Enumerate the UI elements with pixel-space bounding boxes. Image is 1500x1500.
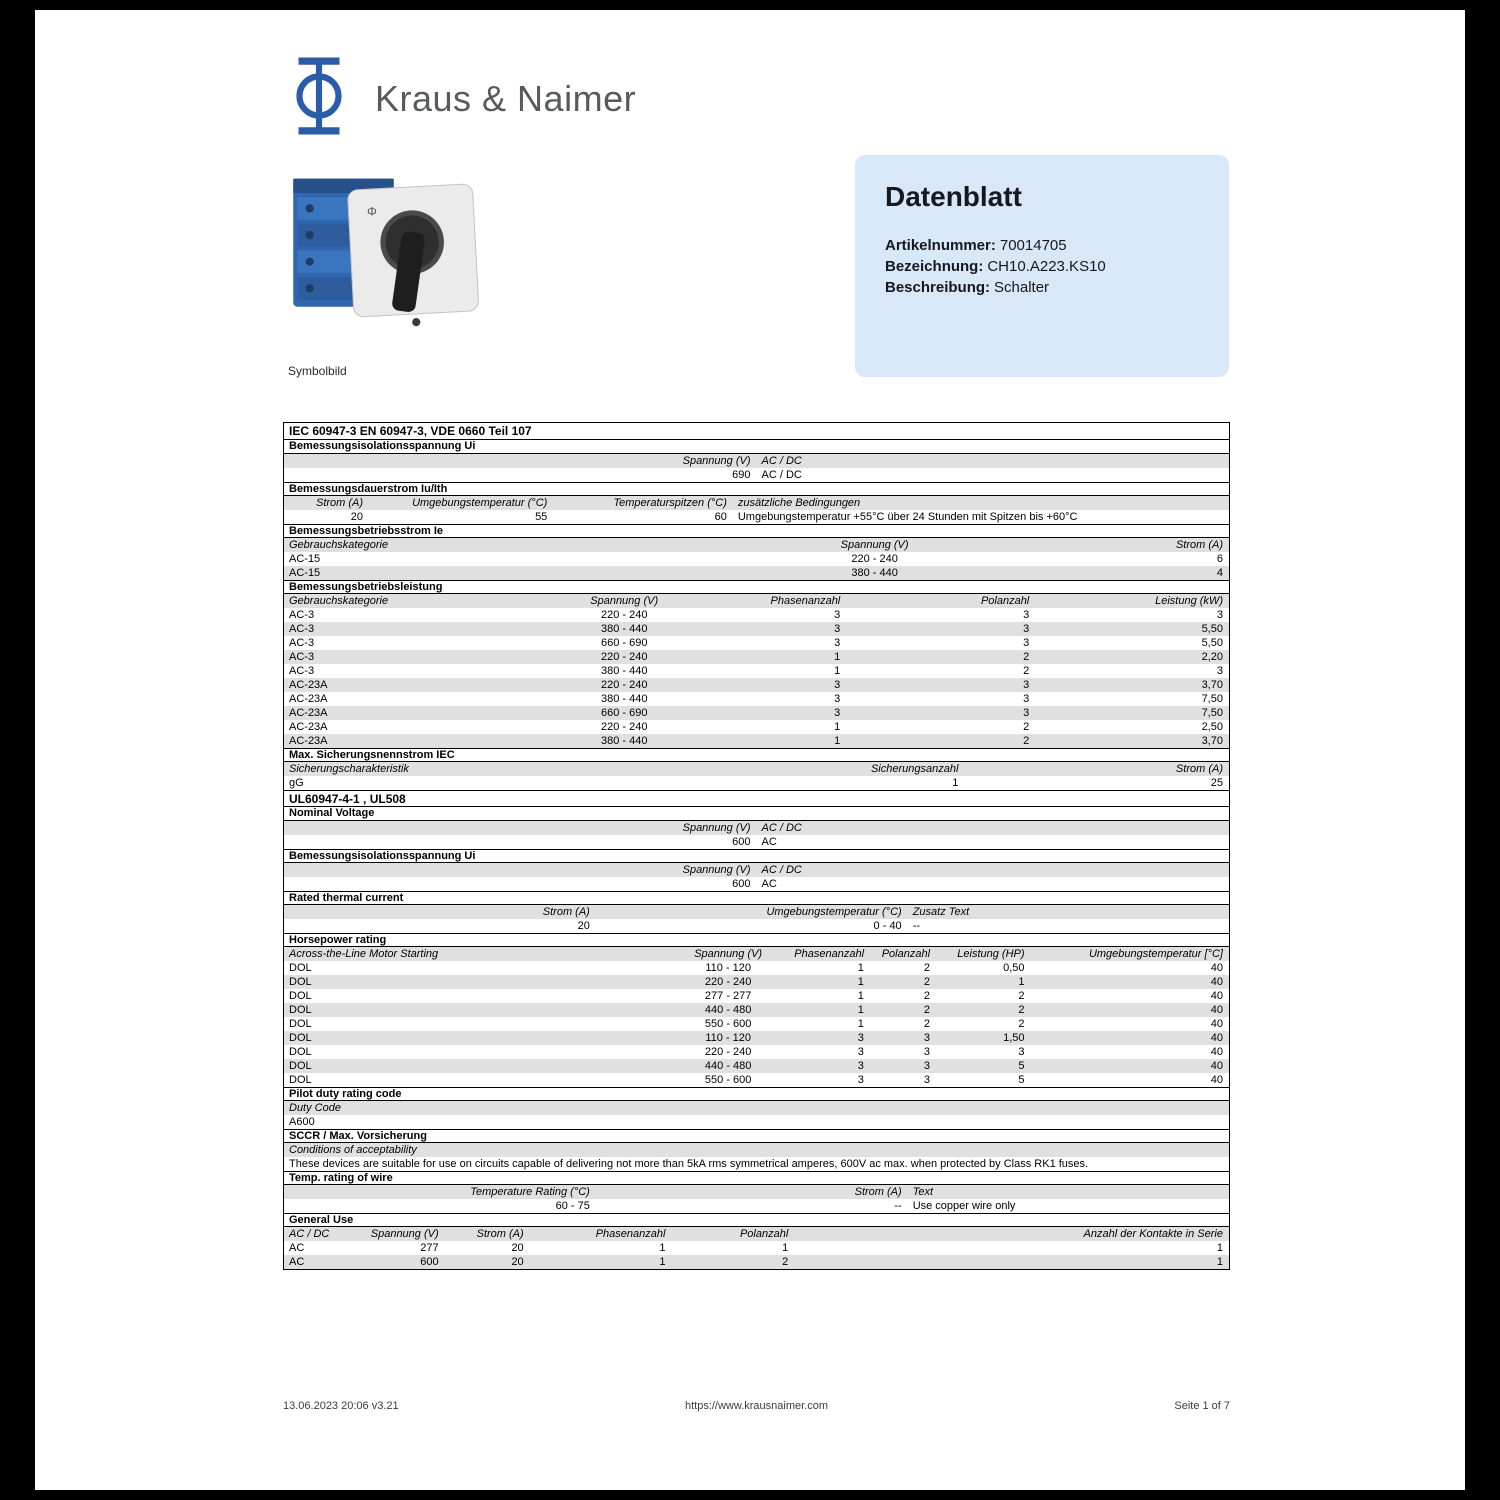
table-cell: 6 xyxy=(1216,553,1223,565)
table-cell: 220 - 240 xyxy=(600,609,648,621)
table-cell: 5 xyxy=(1018,1074,1025,1086)
table-cell: 220 - 240 xyxy=(851,553,898,565)
table-cell: AC-3 xyxy=(289,609,315,621)
table-row xyxy=(284,1059,1229,1073)
spec-table xyxy=(283,422,1230,1270)
column-header: Umgebungstemperatur [°C] xyxy=(1088,948,1223,960)
table-cell: 110 - 120 xyxy=(705,962,751,974)
table-cell: 3 xyxy=(834,707,841,719)
table-header-row xyxy=(284,1185,1229,1199)
table-cell: 1 xyxy=(857,1004,864,1016)
table-cell: 3 xyxy=(834,679,841,691)
symbolbild-caption: Symbolbild xyxy=(288,364,347,378)
table-header-row xyxy=(284,821,1229,835)
table-cell: 2 xyxy=(1018,1004,1025,1016)
table-cell: 60 - 75 xyxy=(555,1200,590,1212)
table-body xyxy=(284,776,1229,790)
table-header-row xyxy=(284,905,1229,919)
table-cell: 20 xyxy=(577,920,590,932)
table-cell: These devices are suitable for use on circuits capable of delivering not more than 5kA rms symmetrical amperes, 600V ac max. when protected by Class RK1 fuses. xyxy=(289,1158,1089,1170)
column-header: Gebrauchskategorie xyxy=(289,595,389,607)
table-cell: 380 - 440 xyxy=(600,693,648,705)
table-cell: 1 xyxy=(1018,976,1025,988)
section-max-sicherungsnennstrom: Max. Sicherungsnennstrom IEC xyxy=(284,748,1229,762)
table-cell: 3 xyxy=(923,1046,931,1058)
table-cell: DOL xyxy=(289,1032,312,1044)
section-general-use: General Use xyxy=(284,1213,1229,1227)
table-cell: 1 xyxy=(834,735,841,747)
table-cell: 220 - 240 xyxy=(704,1046,752,1058)
table-cell: 25 xyxy=(1210,777,1223,789)
table-row xyxy=(284,835,1229,849)
column-header: Temperature Rating (°C) xyxy=(470,1186,590,1198)
table-body xyxy=(284,552,1229,580)
table-cell: 600 xyxy=(732,836,751,848)
column-header: Sicherungscharakteristik xyxy=(289,763,409,775)
table-cell: 40 xyxy=(1210,1018,1223,1030)
column-header: Phasenanzahl xyxy=(595,1228,666,1240)
designation-value: CH10.A223.KS10 xyxy=(987,258,1106,275)
table-cell: 3,70 xyxy=(1201,679,1223,691)
article-number-label: Artikelnummer: xyxy=(885,237,996,254)
table-header-row xyxy=(284,496,1229,510)
iec-standard-title: IEC 60947-3 EN 60947-3, VDE 0660 Teil 107 xyxy=(284,423,1229,440)
table-cell: 3 xyxy=(834,609,841,621)
table-cell: 380 - 440 xyxy=(600,623,648,635)
table-cell: 2 xyxy=(923,990,931,1002)
table-cell: 7,50 xyxy=(1201,693,1223,705)
column-header: Strom (A) xyxy=(315,497,364,509)
table-cell: 3 xyxy=(1216,609,1223,621)
table-cell: 3 xyxy=(834,693,841,705)
table-cell: 690 xyxy=(732,469,751,481)
table-row xyxy=(284,692,1229,706)
table-cell: AC-23A xyxy=(289,721,328,733)
table-cell: AC / DC xyxy=(761,469,802,481)
table-row xyxy=(284,706,1229,720)
section-ul-isolationsspannung: Bemessungsisolationsspannung Ui xyxy=(284,849,1229,863)
table-header-row xyxy=(284,863,1229,877)
table-header-row xyxy=(284,947,1229,961)
table-cell: 40 xyxy=(1210,1032,1223,1044)
column-header: Umgebungstemperatur (°C) xyxy=(412,497,548,509)
column-header: Phasenanzahl xyxy=(794,948,865,960)
table-header-row xyxy=(284,1227,1229,1241)
product-image xyxy=(283,160,488,350)
section-horsepower-rating: Horsepower rating xyxy=(284,933,1229,947)
column-header: Leistung (kW) xyxy=(1155,595,1223,607)
table-cell: 40 xyxy=(1210,962,1223,974)
table-cell: AC-23A xyxy=(289,679,328,691)
table-cell: 1 xyxy=(834,651,841,663)
table-row xyxy=(284,650,1229,664)
column-header: Strom (A) xyxy=(1175,539,1223,551)
table-cell: 0 - 40 xyxy=(873,920,902,932)
table-row xyxy=(284,1031,1229,1045)
table-cell: 2 xyxy=(1023,721,1030,733)
table-cell: 220 - 240 xyxy=(600,721,648,733)
table-header-row xyxy=(284,762,1229,776)
column-header: Spannung (V) xyxy=(682,864,751,876)
column-header: AC / DC xyxy=(761,864,802,876)
datasheet-page xyxy=(35,10,1465,1490)
table-cell: 3 xyxy=(1023,609,1030,621)
section-sccr: SCCR / Max. Vorsicherung xyxy=(284,1129,1229,1143)
table-cell: -- xyxy=(894,1200,902,1212)
table-cell: gG xyxy=(289,777,304,789)
table-cell: 2 xyxy=(782,1256,789,1268)
table-cell: 600 xyxy=(732,878,751,890)
table-cell: 2 xyxy=(1023,665,1030,677)
section-bemessungsdauerstrom: Bemessungsdauerstrom Iu/Ith xyxy=(284,482,1229,496)
kraus-naimer-logo-icon xyxy=(283,56,355,141)
table-cell: AC-3 xyxy=(289,651,315,663)
column-header: Spannung (V) xyxy=(370,1228,439,1240)
table-row xyxy=(284,1073,1229,1087)
table-cell: 2 xyxy=(923,962,931,974)
table-cell: AC-3 xyxy=(289,665,315,677)
designation-field xyxy=(885,256,1199,277)
section-bemessungsisolationsspannung: Bemessungsisolationsspannung Ui xyxy=(284,440,1229,454)
table-row xyxy=(284,720,1229,734)
column-header: Anzahl der Kontakte in Serie xyxy=(1083,1228,1223,1240)
table-header-row xyxy=(284,1143,1229,1157)
table-cell: 220 - 240 xyxy=(600,651,648,663)
table-row xyxy=(284,1115,1229,1129)
table-cell: 0,50 xyxy=(1003,962,1025,974)
column-header: Strom (A) xyxy=(854,1186,902,1198)
table-cell: 3 xyxy=(1018,1046,1025,1058)
table-cell: 3 xyxy=(923,1074,931,1086)
table-cell: 380 - 440 xyxy=(600,735,648,747)
table-body xyxy=(284,1241,1229,1269)
svg-text:Φ: Φ xyxy=(367,204,377,219)
infobox-title: Datenblatt xyxy=(885,181,1022,212)
table-cell: 55 xyxy=(535,511,548,523)
table-cell: 660 - 690 xyxy=(600,707,648,719)
table-cell: 3 xyxy=(923,1060,931,1072)
table-cell: 440 - 480 xyxy=(704,1004,752,1016)
table-cell: DOL xyxy=(289,1060,312,1072)
table-cell: 3 xyxy=(857,1032,864,1044)
table-cell: 277 xyxy=(420,1242,439,1254)
table-cell: 20 xyxy=(511,1256,524,1268)
table-row xyxy=(284,919,1229,933)
table-cell: 40 xyxy=(1210,976,1223,988)
section-nominal-voltage: Nominal Voltage xyxy=(284,807,1229,821)
table-row xyxy=(284,566,1229,580)
table-header-row xyxy=(284,594,1229,608)
page-footer xyxy=(283,1400,1230,1412)
column-header: Zusatz Text xyxy=(912,906,970,918)
table-cell: 1 xyxy=(952,777,959,789)
column-header: AC / DC xyxy=(289,1228,330,1240)
column-header: Conditions of acceptability xyxy=(289,1144,417,1156)
table-cell: 1 xyxy=(857,990,864,1002)
table-cell: 40 xyxy=(1210,1046,1223,1058)
table-cell: 3 xyxy=(1023,679,1030,691)
column-header: Strom (A) xyxy=(476,1228,524,1240)
table-cell: 2 xyxy=(923,1004,931,1016)
section-bemessungsbetriebsleistung: Bemessungsbetriebsleistung xyxy=(284,580,1229,594)
table-cell: 3 xyxy=(857,1060,864,1072)
table-cell: 1 xyxy=(1216,1242,1223,1254)
table-cell: 600 xyxy=(420,1256,439,1268)
table-cell: AC xyxy=(289,1242,305,1254)
table-cell: 5,50 xyxy=(1201,623,1223,635)
table-body xyxy=(284,961,1229,1087)
table-cell: 40 xyxy=(1210,990,1223,1002)
table-row xyxy=(284,664,1229,678)
column-header: Polanzahl xyxy=(980,595,1030,607)
table-cell: 3 xyxy=(1023,623,1030,635)
table-row xyxy=(284,1255,1229,1269)
table-row xyxy=(284,636,1229,650)
table-cell: 220 - 240 xyxy=(600,679,648,691)
footer-url[interactable]: https://www.krausnaimer.com xyxy=(684,1400,829,1412)
table-cell: DOL xyxy=(289,976,312,988)
table-row xyxy=(284,552,1229,566)
column-header: Duty Code xyxy=(289,1102,341,1114)
table-cell: DOL xyxy=(289,1046,312,1058)
column-header: Polanzahl xyxy=(881,948,931,960)
table-cell: 4 xyxy=(1216,567,1223,579)
table-cell: DOL xyxy=(289,962,312,974)
table-cell: Umgebungstemperatur +55°C über 24 Stunden mit Spitzen bis +60°C xyxy=(737,511,1078,523)
table-row xyxy=(284,1241,1229,1255)
column-header: Spannung (V) xyxy=(590,595,659,607)
table-cell: 660 - 690 xyxy=(600,637,648,649)
column-header: Polanzahl xyxy=(739,1228,789,1240)
table-cell: 220 - 240 xyxy=(704,976,752,988)
table-cell: Use copper wire only xyxy=(912,1200,1016,1212)
table-cell: 2,20 xyxy=(1201,651,1223,663)
table-cell: A600 xyxy=(289,1116,315,1128)
column-header: AC / DC xyxy=(761,822,802,834)
table-cell: AC xyxy=(761,878,777,890)
table-row xyxy=(284,678,1229,692)
column-header: Spannung (V) xyxy=(694,948,763,960)
column-header: AC / DC xyxy=(761,455,802,467)
table-cell: AC-15 xyxy=(289,567,321,579)
table-cell: 2 xyxy=(1023,735,1030,747)
table-cell: 2 xyxy=(1018,1018,1025,1030)
table-header-row xyxy=(284,538,1229,552)
section-temp-rating-of-wire: Temp. rating of wire xyxy=(284,1171,1229,1185)
table-cell: 20 xyxy=(350,511,364,523)
section-bemessungsbetriebsstrom: Bemessungsbetriebsstrom Ie xyxy=(284,524,1229,538)
table-body xyxy=(284,608,1229,748)
table-cell: AC-3 xyxy=(289,637,315,649)
table-cell: AC xyxy=(761,836,777,848)
table-cell: 20 xyxy=(511,1242,524,1254)
table-cell: 550 - 600 xyxy=(704,1074,752,1086)
table-cell: 380 - 440 xyxy=(851,567,898,579)
footer-page-number: Seite 1 of 7 xyxy=(1174,1400,1231,1412)
table-cell: 1 xyxy=(659,1256,666,1268)
article-number-field xyxy=(885,235,1199,256)
table-cell: 277 - 277 xyxy=(704,990,752,1002)
description-label: Beschreibung: xyxy=(885,279,991,296)
table-cell: 2 xyxy=(923,1018,931,1030)
brand-name: Kraus & Naimer xyxy=(375,77,637,119)
table-cell: 3 xyxy=(1023,693,1030,705)
section-rated-thermal-current: Rated thermal current xyxy=(284,891,1229,905)
table-cell: 60 xyxy=(714,511,727,523)
table-row xyxy=(284,989,1229,1003)
table-cell: 3 xyxy=(857,1074,864,1086)
table-cell: AC-23A xyxy=(289,735,328,747)
table-row xyxy=(284,510,1229,524)
column-header: Spannung (V) xyxy=(682,455,751,467)
table-cell: 2 xyxy=(1018,990,1025,1002)
column-header: Phasenanzahl xyxy=(770,595,841,607)
table-cell: 1 xyxy=(834,665,841,677)
table-cell: 2 xyxy=(1023,651,1030,663)
table-cell: 1 xyxy=(857,976,864,988)
column-header: Strom (A) xyxy=(1175,763,1223,775)
table-cell: AC-15 xyxy=(289,553,321,565)
table-cell: 3 xyxy=(923,1032,931,1044)
table-row xyxy=(284,622,1229,636)
table-cell: 1 xyxy=(857,962,864,974)
table-cell: AC-23A xyxy=(289,693,328,705)
table-cell: 40 xyxy=(1210,1074,1223,1086)
table-cell: 1 xyxy=(834,721,841,733)
table-cell: 380 - 440 xyxy=(600,665,648,677)
table-cell: 3,70 xyxy=(1201,735,1223,747)
column-header: Leistung (HP) xyxy=(957,948,1025,960)
column-header: Temperaturspitzen (°C) xyxy=(613,497,727,509)
table-row xyxy=(284,975,1229,989)
table-cell: 2 xyxy=(923,976,931,988)
description-field xyxy=(885,277,1199,298)
table-cell: 1 xyxy=(857,1018,864,1030)
table-row xyxy=(284,1003,1229,1017)
table-cell: -- xyxy=(912,920,921,932)
table-row xyxy=(284,734,1229,748)
table-cell: 3 xyxy=(1023,707,1030,719)
column-header: zusätzliche Bedingungen xyxy=(737,497,861,509)
table-header-row xyxy=(284,454,1229,468)
table-cell: 1 xyxy=(1216,1256,1223,1268)
ul-standard-title: UL60947-4-1 , UL508 xyxy=(284,790,1229,807)
description-value: Schalter xyxy=(994,279,1050,296)
brand-header xyxy=(283,56,636,141)
table-cell: 3 xyxy=(857,1046,864,1058)
column-header: Across-the-Line Motor Starting xyxy=(289,948,439,960)
table-cell: AC-23A xyxy=(289,707,328,719)
column-header: Gebrauchskategorie xyxy=(289,539,389,551)
table-cell: 5,50 xyxy=(1201,637,1223,649)
table-cell: 3 xyxy=(1216,665,1223,677)
table-row xyxy=(284,608,1229,622)
table-cell: DOL xyxy=(289,1074,312,1086)
table-header-row xyxy=(284,1101,1229,1115)
table-cell: 110 - 120 xyxy=(705,1032,751,1044)
table-row xyxy=(284,1199,1229,1213)
table-cell: 2,50 xyxy=(1201,721,1223,733)
table-row xyxy=(284,1017,1229,1031)
table-cell: 40 xyxy=(1210,1004,1223,1016)
table-row xyxy=(284,468,1229,482)
article-number-value: 70014705 xyxy=(999,237,1067,254)
table-cell: 1 xyxy=(782,1242,789,1254)
table-cell: 550 - 600 xyxy=(704,1018,752,1030)
table-cell: 440 - 480 xyxy=(704,1060,752,1072)
column-header: Sicherungsanzahl xyxy=(870,763,959,775)
table-cell: 40 xyxy=(1210,1060,1223,1072)
column-header: Strom (A) xyxy=(542,906,590,918)
table-cell: 3 xyxy=(834,637,841,649)
table-row xyxy=(284,1045,1229,1059)
table-cell: 5 xyxy=(1018,1060,1025,1072)
section-pilot-duty-rating: Pilot duty rating code xyxy=(284,1087,1229,1101)
table-row xyxy=(284,776,1229,790)
table-cell: AC xyxy=(289,1256,305,1268)
table-cell: AC-3 xyxy=(289,623,315,635)
table-cell: DOL xyxy=(289,1018,312,1030)
table-row xyxy=(284,877,1229,891)
designation-label: Bezeichnung: xyxy=(885,258,984,275)
column-header: Text xyxy=(912,1186,934,1198)
table-row xyxy=(284,1157,1229,1171)
table-cell: 7,50 xyxy=(1201,707,1223,719)
table-cell: DOL xyxy=(289,990,312,1002)
datenblatt-infobox xyxy=(855,155,1229,377)
column-header: Umgebungstemperatur (°C) xyxy=(766,906,902,918)
table-cell: 1,50 xyxy=(1003,1032,1025,1044)
column-header: Spannung (V) xyxy=(682,822,751,834)
table-row xyxy=(284,961,1229,975)
table-cell: 1 xyxy=(659,1242,666,1254)
table-cell: 3 xyxy=(1023,637,1030,649)
column-header: Spannung (V) xyxy=(840,539,909,551)
table-cell: DOL xyxy=(289,1004,312,1016)
footer-date-version: 13.06.2023 20:06 v3.21 xyxy=(283,1400,399,1412)
table-cell: 3 xyxy=(834,623,841,635)
